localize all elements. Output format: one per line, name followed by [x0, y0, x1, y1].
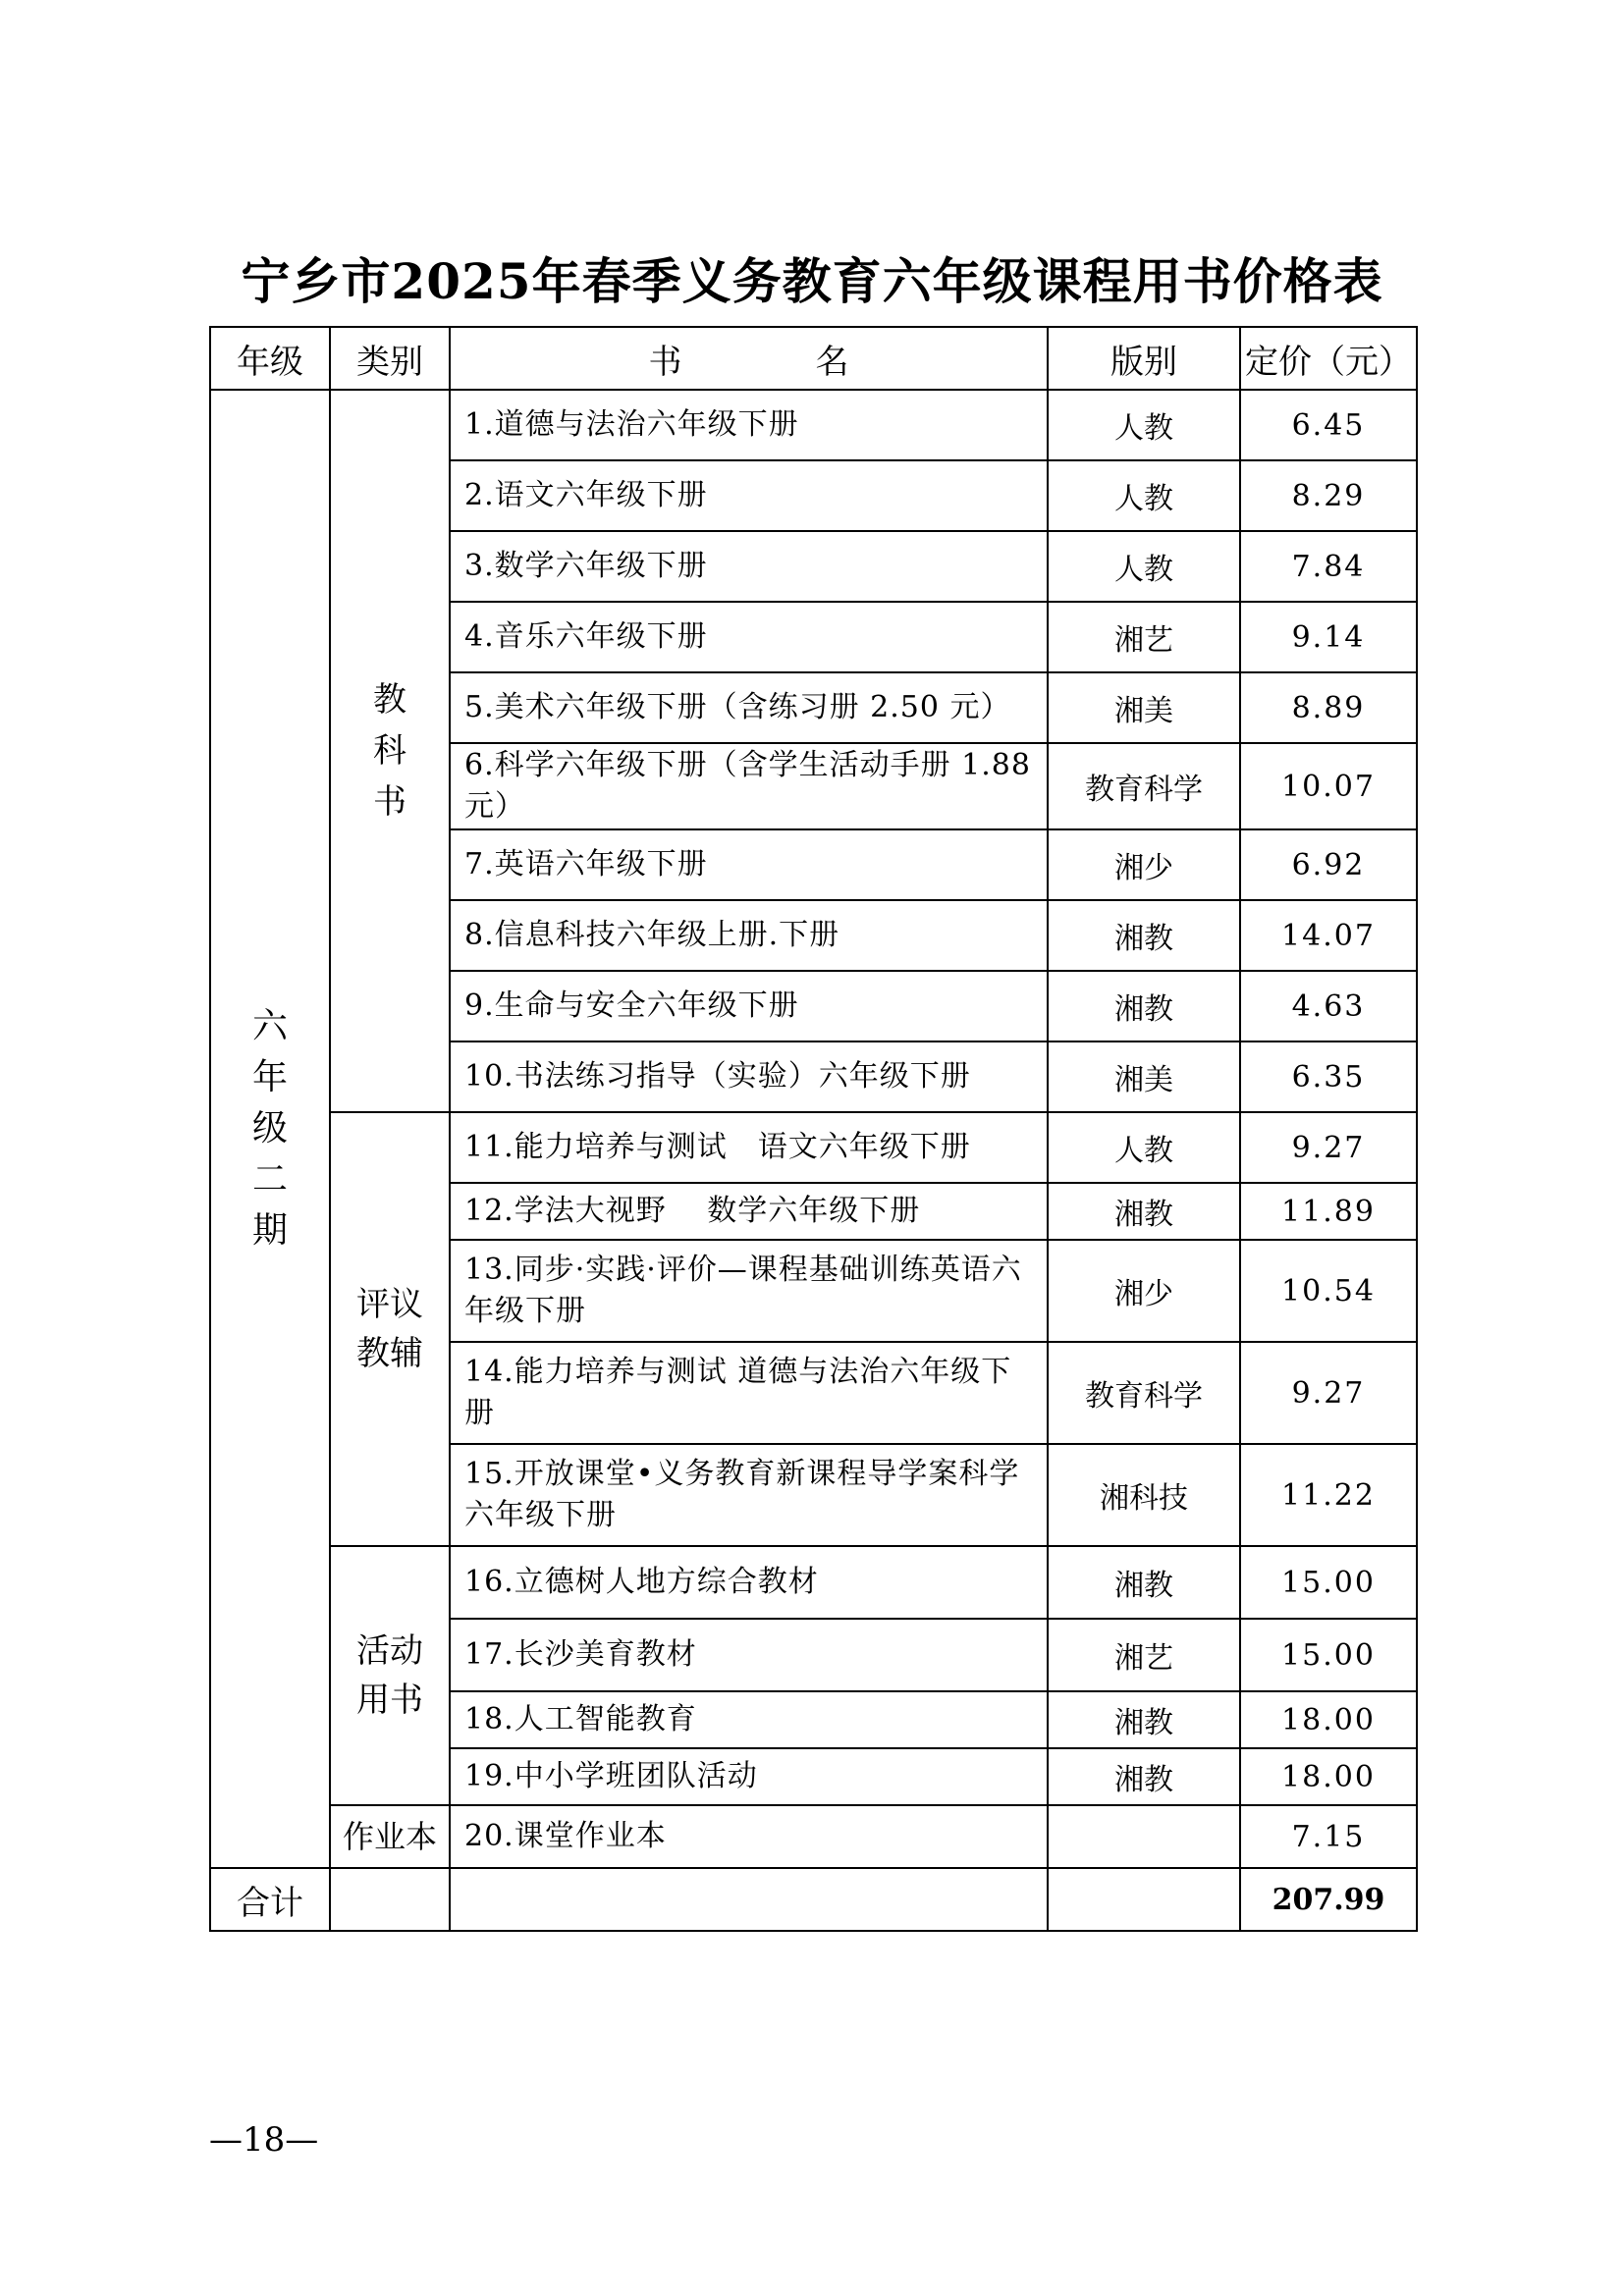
book-price: 4.63 [1240, 971, 1417, 1041]
book-price: 18.00 [1240, 1691, 1417, 1748]
book-price: 10.07 [1240, 743, 1417, 829]
book-name: 8.信息科技六年级上册.下册 [450, 900, 1048, 971]
table-row [210, 390, 1417, 460]
book-price: 7.84 [1240, 531, 1417, 602]
category-review-label: 评议教辅 [356, 1285, 423, 1373]
book-name: 20.课堂作业本 [450, 1805, 1048, 1868]
table-row [210, 1805, 1417, 1868]
category-textbook-label: 教科书 [373, 680, 406, 822]
table-header-row [210, 327, 1417, 390]
book-price: 6.92 [1240, 829, 1417, 900]
book-price: 7.15 [1240, 1805, 1417, 1868]
book-edition: 教育科学 [1048, 1342, 1240, 1444]
book-name: 7.英语六年级下册 [450, 829, 1048, 900]
book-price: 10.54 [1240, 1240, 1417, 1342]
book-price: 11.89 [1240, 1183, 1417, 1240]
book-edition: 人教 [1048, 460, 1240, 531]
book-edition: 人教 [1048, 390, 1240, 460]
header-book-name: 书 名 [450, 327, 1048, 390]
category-review [330, 1112, 450, 1546]
book-edition [1048, 1805, 1240, 1868]
book-price: 9.27 [1240, 1342, 1417, 1444]
book-name: 11.能力培养与测试 语文六年级下册 [450, 1112, 1048, 1183]
header-category: 类别 [330, 327, 450, 390]
book-name: 6.科学六年级下册（含学生活动手册 1.88 元） [450, 743, 1048, 829]
book-edition: 湘教 [1048, 971, 1240, 1041]
category-textbook [330, 390, 450, 1112]
book-price: 18.00 [1240, 1748, 1417, 1805]
book-edition: 人教 [1048, 1112, 1240, 1183]
page-title: 宁乡市2025年春季义务教育六年级课程用书价格表 [241, 252, 1383, 310]
book-name: 14.能力培养与测试 道德与法治六年级下册 [450, 1342, 1048, 1444]
book-edition: 湘教 [1048, 1546, 1240, 1619]
book-name: 5.美术六年级下册（含练习册 2.50 元） [450, 672, 1048, 743]
book-price: 9.27 [1240, 1112, 1417, 1183]
book-edition: 湘少 [1048, 1240, 1240, 1342]
grade-label: 六年级二期 [251, 1006, 288, 1251]
book-name: 3.数学六年级下册 [450, 531, 1048, 602]
total-empty-cell [450, 1868, 1048, 1931]
total-row [210, 1868, 1417, 1931]
book-edition: 人教 [1048, 531, 1240, 602]
book-name: 2.语文六年级下册 [450, 460, 1048, 531]
book-name: 4.音乐六年级下册 [450, 602, 1048, 672]
book-price: 9.14 [1240, 602, 1417, 672]
book-edition: 湘艺 [1048, 602, 1240, 672]
category-homework: 作业本 [330, 1805, 450, 1868]
category-activity [330, 1546, 450, 1805]
page-number: —18— [209, 2120, 319, 2160]
book-name: 17.长沙美育教材 [450, 1619, 1048, 1691]
book-edition: 湘少 [1048, 829, 1240, 900]
price-table [209, 326, 1418, 1932]
book-price: 6.45 [1240, 390, 1417, 460]
total-empty-cell [1048, 1868, 1240, 1931]
book-name: 15.开放课堂•义务教育新课程导学案科学六年级下册 [450, 1444, 1048, 1546]
book-edition: 湘教 [1048, 1691, 1240, 1748]
book-edition: 湘美 [1048, 1041, 1240, 1112]
total-value: 207.99 [1240, 1868, 1417, 1931]
book-name: 19.中小学班团队活动 [450, 1748, 1048, 1805]
grade-cell [210, 390, 330, 1868]
category-activity-label: 活动用书 [356, 1631, 423, 1720]
book-edition: 湘教 [1048, 900, 1240, 971]
book-edition: 湘科技 [1048, 1444, 1240, 1546]
book-price: 15.00 [1240, 1546, 1417, 1619]
book-name: 1.道德与法治六年级下册 [450, 390, 1048, 460]
book-edition: 湘教 [1048, 1748, 1240, 1805]
book-name: 18.人工智能教育 [450, 1691, 1048, 1748]
book-price: 8.29 [1240, 460, 1417, 531]
book-name: 12.学法大视野 数学六年级下册 [450, 1183, 1048, 1240]
book-price: 11.22 [1240, 1444, 1417, 1546]
book-edition: 湘美 [1048, 672, 1240, 743]
book-name: 13.同步·实践·评价—课程基础训练英语六年级下册 [450, 1240, 1048, 1342]
book-edition: 教育科学 [1048, 743, 1240, 829]
book-edition: 湘艺 [1048, 1619, 1240, 1691]
table-row [210, 1546, 1417, 1619]
book-name: 16.立德树人地方综合教材 [450, 1546, 1048, 1619]
book-price: 14.07 [1240, 900, 1417, 971]
book-price: 15.00 [1240, 1619, 1417, 1691]
book-name: 10.书法练习指导（实验）六年级下册 [450, 1041, 1048, 1112]
book-edition: 湘教 [1048, 1183, 1240, 1240]
header-price: 定价（元） [1240, 327, 1417, 390]
total-empty-cell [330, 1868, 450, 1931]
book-price: 6.35 [1240, 1041, 1417, 1112]
book-price: 8.89 [1240, 672, 1417, 743]
book-name: 9.生命与安全六年级下册 [450, 971, 1048, 1041]
header-edition: 版别 [1048, 327, 1240, 390]
total-label: 合计 [210, 1868, 330, 1931]
header-grade: 年级 [210, 327, 330, 390]
table-row [210, 1112, 1417, 1183]
